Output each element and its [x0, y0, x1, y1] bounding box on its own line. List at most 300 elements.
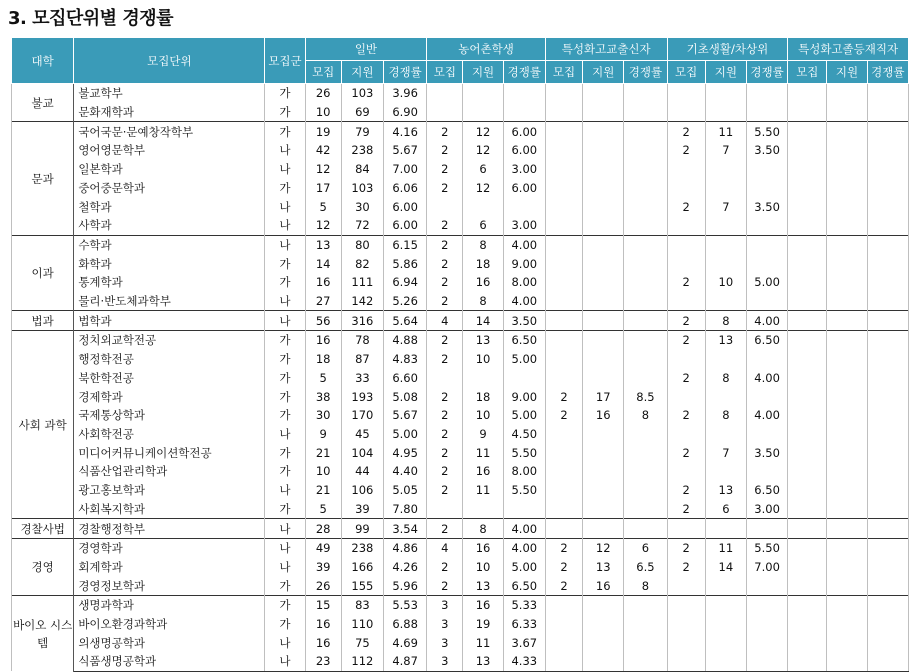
table-row: [12, 633, 909, 652]
vocational-quota-cell: [545, 235, 582, 254]
college-cell: 이과: [12, 235, 74, 311]
general-rate-cell: 5.67: [384, 141, 427, 160]
employed-quota-cell: [788, 216, 827, 235]
general-quota-cell: 16: [305, 615, 341, 634]
general-quota-cell: 16: [305, 633, 341, 652]
basic-quota-cell: [667, 235, 705, 254]
employed-rate-cell: [867, 311, 908, 331]
rural-rate-cell: [503, 197, 545, 216]
vocational-quota-cell: [545, 350, 582, 369]
vocational-rate-cell: [624, 103, 667, 122]
vocational-applicants-cell: [583, 103, 624, 122]
employed-rate-cell: [867, 254, 908, 273]
employed-applicants-cell: [827, 350, 867, 369]
basic-applicants-cell: [705, 350, 746, 369]
employed-quota-cell: [788, 387, 827, 406]
vocational-applicants-cell: [583, 311, 624, 331]
employed-rate-cell: [867, 499, 908, 518]
basic-applicants-cell: 13: [705, 331, 746, 350]
group-cell: 가: [265, 443, 305, 462]
header-vocational: 특성화고교출신자: [545, 38, 667, 61]
general-rate-cell: 4.69: [384, 633, 427, 652]
vocational-rate-cell: [624, 331, 667, 350]
basic-applicants-cell: [705, 235, 746, 254]
general-quota-cell: 19: [305, 122, 341, 141]
basic-applicants-cell: [705, 103, 746, 122]
employed-rate-cell: [867, 387, 908, 406]
employed-rate-cell: [867, 84, 908, 103]
employed-applicants-cell: [827, 160, 867, 179]
general-quota-cell: 5: [305, 369, 341, 388]
header-sub-rate: 경쟁률: [503, 61, 545, 84]
employed-applicants-cell: [827, 462, 867, 481]
header-group: 모집군: [265, 38, 305, 84]
table-row: [12, 576, 909, 595]
group-cell: 가: [265, 576, 305, 595]
general-rate-cell: 6.15: [384, 235, 427, 254]
college-cell: 사회 과학: [12, 331, 74, 519]
unit-cell: 경영정보학과: [74, 576, 265, 595]
group-cell: 나: [265, 558, 305, 577]
rural-rate-cell: 3.67: [503, 633, 545, 652]
employed-quota-cell: [788, 160, 827, 179]
general-rate-cell: 4.26: [384, 558, 427, 577]
general-quota-cell: 27: [305, 292, 341, 311]
unit-cell: 식품생명공학과: [74, 652, 265, 671]
general-applicants-cell: 316: [341, 311, 383, 331]
employed-quota-cell: [788, 292, 827, 311]
employed-applicants-cell: [827, 331, 867, 350]
vocational-applicants-cell: 13: [583, 558, 624, 577]
employed-rate-cell: [867, 558, 908, 577]
vocational-applicants-cell: [583, 292, 624, 311]
basic-applicants-cell: 7: [705, 197, 746, 216]
rural-rate-cell: 8.00: [503, 273, 545, 292]
vocational-applicants-cell: [583, 481, 624, 500]
basic-quota-cell: [667, 179, 705, 198]
rural-rate-cell: [503, 103, 545, 122]
basic-applicants-cell: [705, 615, 746, 634]
vocational-applicants-cell: [583, 197, 624, 216]
rural-quota-cell: 2: [427, 481, 463, 500]
rural-rate-cell: 4.50: [503, 425, 545, 444]
basic-quota-cell: [667, 519, 705, 539]
table-row: [12, 499, 909, 518]
group-cell: 가: [265, 254, 305, 273]
general-rate-cell: 5.26: [384, 292, 427, 311]
vocational-quota-cell: [545, 481, 582, 500]
general-quota-cell: 26: [305, 576, 341, 595]
rural-quota-cell: 2: [427, 235, 463, 254]
basic-applicants-cell: [705, 292, 746, 311]
rural-applicants-cell: 10: [463, 350, 503, 369]
general-quota-cell: 49: [305, 538, 341, 557]
rural-rate-cell: 9.00: [503, 254, 545, 273]
general-rate-cell: 4.95: [384, 443, 427, 462]
basic-quota-cell: 2: [667, 311, 705, 331]
employed-quota-cell: [788, 425, 827, 444]
vocational-quota-cell: 2: [545, 538, 582, 557]
rural-quota-cell: 2: [427, 273, 463, 292]
employed-rate-cell: [867, 273, 908, 292]
rural-applicants-cell: 8: [463, 235, 503, 254]
vocational-applicants-cell: [583, 331, 624, 350]
employed-applicants-cell: [827, 519, 867, 539]
employed-applicants-cell: [827, 254, 867, 273]
header-sub-applicants: 지원: [827, 61, 867, 84]
header-sub-rate: 경쟁률: [384, 61, 427, 84]
general-rate-cell: 3.54: [384, 519, 427, 539]
employed-quota-cell: [788, 103, 827, 122]
basic-quota-cell: [667, 462, 705, 481]
table-row: [12, 481, 909, 500]
employed-applicants-cell: [827, 425, 867, 444]
general-quota-cell: 26: [305, 84, 341, 103]
rural-quota-cell: 2: [427, 292, 463, 311]
employed-quota-cell: [788, 481, 827, 500]
general-rate-cell: 5.96: [384, 576, 427, 595]
vocational-applicants-cell: 16: [583, 576, 624, 595]
employed-quota-cell: [788, 443, 827, 462]
vocational-rate-cell: [624, 462, 667, 481]
employed-quota-cell: [788, 84, 827, 103]
rural-rate-cell: 5.00: [503, 350, 545, 369]
employed-rate-cell: [867, 481, 908, 500]
rural-rate-cell: 3.00: [503, 160, 545, 179]
header-sub-applicants: 지원: [705, 61, 746, 84]
vocational-rate-cell: 8: [624, 406, 667, 425]
employed-quota-cell: [788, 633, 827, 652]
rural-applicants-cell: 11: [463, 481, 503, 500]
general-quota-cell: 15: [305, 595, 341, 614]
group-cell: 나: [265, 425, 305, 444]
group-cell: 나: [265, 235, 305, 254]
employed-rate-cell: [867, 103, 908, 122]
basic-rate-cell: [746, 103, 787, 122]
table-row: [12, 292, 909, 311]
group-cell: 가: [265, 595, 305, 614]
general-applicants-cell: 79: [341, 122, 383, 141]
employed-applicants-cell: [827, 179, 867, 198]
unit-cell: 경제학과: [74, 387, 265, 406]
basic-quota-cell: 2: [667, 499, 705, 518]
rural-quota-cell: 2: [427, 179, 463, 198]
rural-applicants-cell: 18: [463, 387, 503, 406]
unit-cell: 생명과학과: [74, 595, 265, 614]
table-row: [12, 406, 909, 425]
basic-quota-cell: [667, 425, 705, 444]
employed-rate-cell: [867, 235, 908, 254]
general-applicants-cell: 155: [341, 576, 383, 595]
general-applicants-cell: 83: [341, 595, 383, 614]
rural-quota-cell: 2: [427, 558, 463, 577]
header-sub-rate: 경쟁률: [624, 61, 667, 84]
rural-rate-cell: 6.33: [503, 615, 545, 634]
rural-applicants-cell: 13: [463, 576, 503, 595]
page-title: 3. 모집단위별 경쟁률: [8, 8, 173, 29]
group-cell: 가: [265, 331, 305, 350]
vocational-quota-cell: [545, 425, 582, 444]
general-rate-cell: 6.60: [384, 369, 427, 388]
table-row: [12, 197, 909, 216]
general-rate-cell: 5.67: [384, 406, 427, 425]
basic-rate-cell: 3.50: [746, 197, 787, 216]
vocational-applicants-cell: [583, 216, 624, 235]
college-cell: 문과: [12, 122, 74, 235]
rural-quota-cell: 3: [427, 633, 463, 652]
basic-rate-cell: [746, 254, 787, 273]
group-cell: 가: [265, 350, 305, 369]
unit-cell: 경영학과: [74, 538, 265, 557]
employed-quota-cell: [788, 179, 827, 198]
vocational-rate-cell: [624, 443, 667, 462]
rural-quota-cell: 2: [427, 350, 463, 369]
rural-applicants-cell: [463, 499, 503, 518]
basic-applicants-cell: [705, 216, 746, 235]
header-basic-livelihood: 기초생활/차상위: [667, 38, 788, 61]
header-employed-graduates: 특성화고졸등재직자: [788, 38, 909, 61]
general-quota-cell: 5: [305, 197, 341, 216]
vocational-applicants-cell: [583, 633, 624, 652]
rural-quota-cell: 2: [427, 406, 463, 425]
rural-applicants-cell: 8: [463, 519, 503, 539]
general-quota-cell: 12: [305, 216, 341, 235]
vocational-rate-cell: [624, 311, 667, 331]
vocational-applicants-cell: [583, 160, 624, 179]
basic-applicants-cell: 6: [705, 499, 746, 518]
basic-quota-cell: [667, 254, 705, 273]
vocational-applicants-cell: [583, 443, 624, 462]
unit-cell: 식품산업관리학과: [74, 462, 265, 481]
rural-applicants-cell: 12: [463, 122, 503, 141]
general-applicants-cell: 45: [341, 425, 383, 444]
rural-rate-cell: 4.00: [503, 519, 545, 539]
basic-rate-cell: 5.50: [746, 538, 787, 557]
basic-quota-cell: 2: [667, 331, 705, 350]
rural-quota-cell: [427, 84, 463, 103]
basic-rate-cell: 4.00: [746, 311, 787, 331]
general-applicants-cell: 99: [341, 519, 383, 539]
vocational-quota-cell: [545, 519, 582, 539]
basic-applicants-cell: [705, 254, 746, 273]
rural-applicants-cell: 16: [463, 595, 503, 614]
table-row: [12, 84, 909, 103]
basic-applicants-cell: [705, 633, 746, 652]
college-cell: 법과: [12, 311, 74, 331]
table-row: [12, 615, 909, 634]
basic-rate-cell: [746, 292, 787, 311]
rural-quota-cell: [427, 499, 463, 518]
employed-applicants-cell: [827, 235, 867, 254]
group-cell: 가: [265, 387, 305, 406]
rural-quota-cell: 3: [427, 652, 463, 671]
employed-quota-cell: [788, 538, 827, 557]
rural-applicants-cell: 12: [463, 141, 503, 160]
basic-applicants-cell: [705, 84, 746, 103]
employed-rate-cell: [867, 160, 908, 179]
basic-quota-cell: 2: [667, 443, 705, 462]
employed-applicants-cell: [827, 84, 867, 103]
employed-rate-cell: [867, 197, 908, 216]
employed-quota-cell: [788, 350, 827, 369]
general-applicants-cell: 238: [341, 141, 383, 160]
header-sub-quota: 모집: [667, 61, 705, 84]
employed-applicants-cell: [827, 387, 867, 406]
unit-cell: 사학과: [74, 216, 265, 235]
employed-rate-cell: [867, 425, 908, 444]
rural-applicants-cell: 13: [463, 331, 503, 350]
group-cell: 나: [265, 538, 305, 557]
basic-quota-cell: [667, 350, 705, 369]
rural-applicants-cell: 13: [463, 652, 503, 671]
general-quota-cell: 5: [305, 499, 341, 518]
unit-cell: 사회학전공: [74, 425, 265, 444]
rural-rate-cell: 9.00: [503, 387, 545, 406]
vocational-applicants-cell: [583, 254, 624, 273]
basic-rate-cell: 7.00: [746, 558, 787, 577]
college-cell: 경찰사법: [12, 519, 74, 539]
rural-quota-cell: 2: [427, 122, 463, 141]
general-quota-cell: 39: [305, 558, 341, 577]
vocational-rate-cell: [624, 235, 667, 254]
general-quota-cell: 56: [305, 311, 341, 331]
college-cell: 불교: [12, 84, 74, 122]
general-quota-cell: 14: [305, 254, 341, 273]
competition-rate-table: [11, 37, 909, 672]
rural-rate-cell: 4.00: [503, 292, 545, 311]
rural-applicants-cell: 10: [463, 558, 503, 577]
general-rate-cell: 4.16: [384, 122, 427, 141]
employed-quota-cell: [788, 595, 827, 614]
basic-rate-cell: 5.50: [746, 122, 787, 141]
basic-quota-cell: 2: [667, 197, 705, 216]
employed-applicants-cell: [827, 558, 867, 577]
basic-quota-cell: 2: [667, 406, 705, 425]
rural-applicants-cell: [463, 369, 503, 388]
general-quota-cell: 16: [305, 331, 341, 350]
general-rate-cell: 7.80: [384, 499, 427, 518]
employed-rate-cell: [867, 350, 908, 369]
general-applicants-cell: 75: [341, 633, 383, 652]
vocational-quota-cell: [545, 499, 582, 518]
basic-applicants-cell: [705, 576, 746, 595]
rural-rate-cell: 8.00: [503, 462, 545, 481]
unit-cell: 철학과: [74, 197, 265, 216]
rural-applicants-cell: 19: [463, 615, 503, 634]
employed-rate-cell: [867, 216, 908, 235]
rural-quota-cell: [427, 103, 463, 122]
rural-applicants-cell: [463, 197, 503, 216]
college-cell: 바이오 시스템: [12, 595, 74, 671]
employed-applicants-cell: [827, 292, 867, 311]
unit-cell: 영어영문학부: [74, 141, 265, 160]
basic-applicants-cell: 14: [705, 558, 746, 577]
employed-rate-cell: [867, 615, 908, 634]
vocational-quota-cell: [545, 179, 582, 198]
unit-cell: 통계학과: [74, 273, 265, 292]
employed-quota-cell: [788, 369, 827, 388]
general-applicants-cell: 33: [341, 369, 383, 388]
basic-applicants-cell: [705, 425, 746, 444]
header-sub-quota: 모집: [788, 61, 827, 84]
rural-applicants-cell: 11: [463, 443, 503, 462]
rural-rate-cell: 5.00: [503, 558, 545, 577]
vocational-rate-cell: 6.5: [624, 558, 667, 577]
rural-quota-cell: 2: [427, 216, 463, 235]
employed-applicants-cell: [827, 595, 867, 614]
employed-rate-cell: [867, 538, 908, 557]
basic-quota-cell: [667, 615, 705, 634]
vocational-rate-cell: 8: [624, 576, 667, 595]
basic-rate-cell: [746, 519, 787, 539]
general-rate-cell: 7.00: [384, 160, 427, 179]
employed-applicants-cell: [827, 406, 867, 425]
employed-quota-cell: [788, 331, 827, 350]
table-row: [12, 425, 909, 444]
rural-applicants-cell: 11: [463, 633, 503, 652]
vocational-rate-cell: [624, 254, 667, 273]
vocational-quota-cell: [545, 84, 582, 103]
rural-applicants-cell: 6: [463, 160, 503, 179]
vocational-rate-cell: [624, 197, 667, 216]
rural-applicants-cell: 14: [463, 311, 503, 331]
general-rate-cell: 6.00: [384, 197, 427, 216]
general-applicants-cell: 84: [341, 160, 383, 179]
basic-applicants-cell: [705, 387, 746, 406]
basic-applicants-cell: [705, 179, 746, 198]
employed-quota-cell: [788, 235, 827, 254]
vocational-rate-cell: [624, 160, 667, 179]
basic-rate-cell: 3.00: [746, 499, 787, 518]
basic-quota-cell: [667, 387, 705, 406]
unit-cell: 화학과: [74, 254, 265, 273]
general-applicants-cell: 166: [341, 558, 383, 577]
header-college: 대학: [12, 38, 74, 84]
vocational-applicants-cell: [583, 519, 624, 539]
basic-quota-cell: 2: [667, 558, 705, 577]
basic-quota-cell: [667, 633, 705, 652]
general-rate-cell: 3.96: [384, 84, 427, 103]
basic-applicants-cell: [705, 160, 746, 179]
unit-cell: 수학과: [74, 235, 265, 254]
vocational-rate-cell: 6: [624, 538, 667, 557]
vocational-applicants-cell: [583, 425, 624, 444]
rural-applicants-cell: 6: [463, 216, 503, 235]
rural-rate-cell: 5.33: [503, 595, 545, 614]
basic-applicants-cell: [705, 519, 746, 539]
vocational-quota-cell: [545, 331, 582, 350]
unit-cell: 국어국문·문예창작학부: [74, 122, 265, 141]
table-row: [12, 216, 909, 235]
vocational-rate-cell: [624, 615, 667, 634]
general-rate-cell: 5.86: [384, 254, 427, 273]
table-row: [12, 160, 909, 179]
rural-rate-cell: 6.50: [503, 576, 545, 595]
employed-quota-cell: [788, 519, 827, 539]
rural-applicants-cell: 9: [463, 425, 503, 444]
general-quota-cell: 9: [305, 425, 341, 444]
rural-quota-cell: 2: [427, 141, 463, 160]
group-cell: 나: [265, 311, 305, 331]
vocational-rate-cell: [624, 84, 667, 103]
vocational-quota-cell: [545, 595, 582, 614]
employed-rate-cell: [867, 406, 908, 425]
general-rate-cell: 4.87: [384, 652, 427, 671]
general-quota-cell: 17: [305, 179, 341, 198]
rural-applicants-cell: 16: [463, 538, 503, 557]
general-rate-cell: 5.53: [384, 595, 427, 614]
basic-applicants-cell: [705, 462, 746, 481]
